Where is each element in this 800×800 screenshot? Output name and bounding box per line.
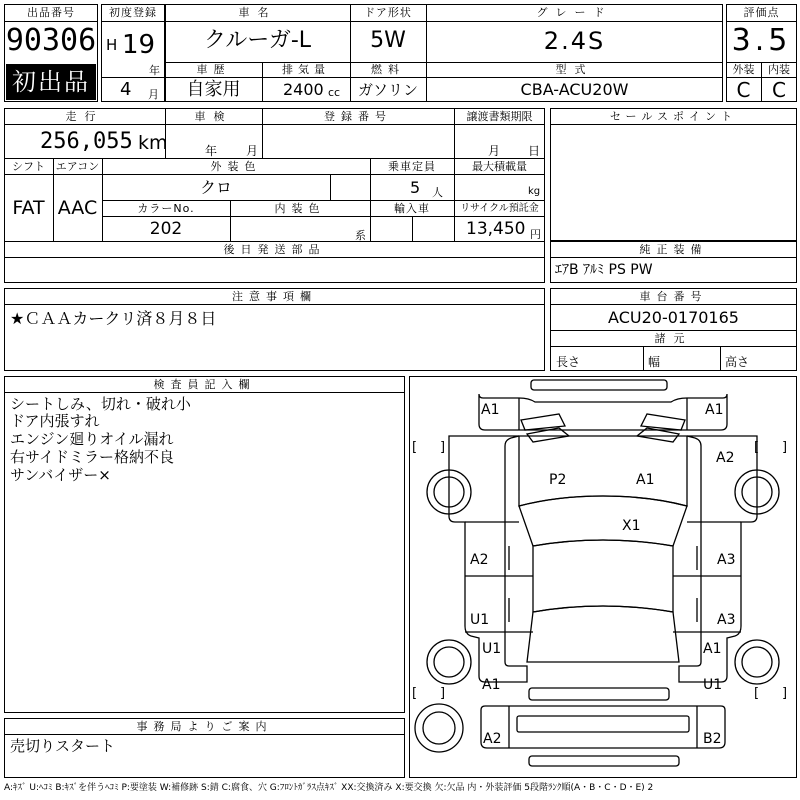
mark-front-right: A1 — [705, 402, 724, 418]
chassis-label: 車台番号 — [639, 290, 708, 303]
mileage-unit: km — [138, 132, 168, 154]
interior-grade: C — [772, 78, 786, 102]
first-listing-badge — [6, 64, 96, 100]
displacement-label: 排気量 — [282, 63, 330, 76]
inspection-year-unit: 年 — [205, 144, 218, 158]
bracket-left-front: [ — [412, 440, 418, 455]
inspection-label: 車検 — [194, 110, 233, 123]
office-text: 売切りスタート — [10, 737, 116, 755]
month-unit: 月 — [148, 88, 159, 101]
int-color-unit: 系 — [355, 229, 366, 242]
door-type: 5W — [370, 28, 406, 53]
caution-text: ★ＣＡＡカークリ済８月８日 — [10, 309, 217, 328]
mark-roof: X1 — [622, 518, 641, 534]
bracket-right-front: [ — [754, 440, 760, 455]
grade: 2.4S — [543, 27, 606, 55]
rear-window-shape — [527, 606, 679, 662]
reg-month: 4 — [120, 80, 132, 100]
capacity-label: 乗車定員 — [388, 160, 436, 173]
model-label: 型式 — [555, 63, 594, 76]
import-label: 輸入車 — [394, 202, 430, 215]
mark-rear-left: A2 — [483, 731, 502, 747]
reg-year: 19 — [122, 30, 156, 60]
inspector-line: シートしみ、切れ・破れ小 — [10, 395, 191, 413]
genuine-label: 純正装備 — [639, 243, 708, 256]
era-letter: H — [106, 36, 118, 54]
max-load-label: 最大積載量 — [472, 160, 527, 173]
height-label: 高さ — [725, 355, 750, 369]
mark-rear-right: B2 — [703, 731, 722, 747]
max-load-unit: kg — [528, 186, 541, 197]
office-label: 事務局よりご案内 — [136, 720, 273, 733]
bracket-right-rear: [ — [754, 686, 760, 701]
history-label: 車歴 — [196, 63, 231, 76]
transfer-day-unit: 日 — [528, 144, 541, 158]
shift-type: FAT — [12, 197, 45, 219]
roof-shape — [533, 540, 673, 612]
transfer-month-unit: 月 — [488, 144, 501, 158]
bracket-left-front-close: ] — [440, 440, 446, 455]
chassis-number: ACU20-0170165 — [608, 308, 739, 327]
mark-left-rear-door: U1 — [470, 612, 490, 628]
car-diagram — [409, 376, 797, 778]
displacement: 2400 — [283, 80, 324, 99]
bracket-left-rear-close: ] — [440, 686, 446, 701]
legend-text: A:ｷｽﾞ U:ﾍｺﾐ B:ｷｽﾞを伴うﾍｺﾐ P:要塗装 W:補修跡 S:錆 C:腐食、穴 G:ﾌﾛﾝﾄｶﾞﾗｽ点ｷｽﾞ XX:交換済み X:要交換 欠:欠品 内・外装評価 5段階ﾗﾝｸ順(A・B・C・D・E) 2 — [4, 783, 654, 793]
dims-label: 諸元 — [654, 332, 693, 345]
width-label: 幅 — [648, 355, 661, 369]
fuel-label: 燃料 — [371, 63, 405, 76]
reg-no-label: 登録番号 — [324, 110, 392, 123]
model-code: CBA-ACU20W — [520, 80, 629, 99]
capacity-unit: 人 — [432, 186, 443, 199]
mark-right-rear-fender: A1 — [703, 641, 722, 657]
genuine-equipment: ｴｱB ｱﾙﾐ PS PW — [555, 262, 653, 278]
mark-right-rear-door: A3 — [717, 612, 736, 628]
car-name: クルーガ-L — [203, 28, 312, 53]
capacity: 5 — [410, 178, 421, 197]
bracket-right-front-close: ] — [782, 440, 788, 455]
overall-score: 3.5 — [731, 23, 792, 58]
ext-color: クロ — [199, 178, 232, 197]
inspector-line: エンジン廻りオイル漏れ — [10, 430, 174, 448]
inspection-month-unit: 月 — [246, 144, 259, 158]
mark-right-front-fender: A2 — [716, 450, 735, 466]
caution-label: 注意事項欄 — [232, 290, 317, 303]
recycle-fee: 13,450 — [466, 219, 526, 239]
inspector-line: 右サイドミラー格納不良 — [10, 448, 174, 466]
spare-wheel — [415, 704, 463, 752]
ac-label: エアコン — [55, 160, 100, 173]
shift-label: シフト — [12, 160, 45, 173]
int-color-label: 内装色 — [274, 202, 326, 215]
transfer-label: 譲渡書類期限 — [466, 110, 533, 123]
score-label: 評価点 — [743, 6, 780, 19]
mark-front-left: A1 — [481, 402, 500, 418]
year-unit: 年 — [149, 64, 160, 77]
inspector-line: サンバイザー× — [10, 466, 111, 484]
bracket-left-rear: [ — [412, 686, 418, 701]
listing-number: 90306 — [5, 23, 97, 58]
rear-bumper-shape — [529, 688, 669, 700]
recycle-label: リサイクル預託金 — [460, 203, 539, 214]
front-outline-shape — [479, 394, 727, 430]
car-name-label: 車名 — [238, 6, 277, 19]
bracket-right-rear-close: ] — [782, 686, 788, 701]
mark-left-rear-fender: U1 — [482, 641, 502, 657]
ac-type: AAC — [57, 197, 98, 219]
inspector-label: 検査員記入欄 — [153, 378, 256, 391]
grade-label: グレード — [536, 6, 613, 19]
length-label: 長さ — [556, 355, 581, 369]
interior-label: 内装 — [768, 63, 790, 76]
mark-right-front-door: A3 — [717, 552, 736, 568]
mark-left-front-door: A2 — [470, 552, 489, 568]
color-no-label: カラーNo. — [137, 202, 195, 215]
sales-points-box — [550, 108, 797, 241]
ext-color-label: 外装色 — [210, 160, 262, 173]
later-parts-label: 後日発送部品 — [223, 243, 326, 256]
first-reg-label: 初度登録 — [109, 6, 157, 19]
cabin-shape — [519, 496, 687, 546]
vehicle-history: 自家用 — [186, 79, 241, 100]
color-no: 202 — [149, 219, 183, 239]
mark-hood-right: A1 — [636, 472, 655, 488]
exterior-label: 外装 — [732, 63, 755, 76]
sales-points-label: セールスポイント — [609, 110, 737, 123]
door-label: ドア形状 — [364, 6, 412, 19]
front-bumper-shape — [531, 380, 667, 390]
inspector-line: ドア内張すれ — [10, 412, 100, 430]
fuel: ガソリン — [357, 81, 418, 99]
exterior-grade: C — [736, 78, 751, 102]
mileage: 256,055 — [40, 129, 133, 154]
recycle-unit: 円 — [530, 228, 541, 241]
mark-left-rear-quarter: A1 — [482, 677, 501, 693]
mark-right-rear-quarter: U1 — [703, 677, 723, 693]
first-listing-text: 初出品 — [12, 68, 90, 96]
listing-no-label: 出品番号 — [27, 6, 75, 19]
mileage-label: 走行 — [65, 110, 104, 123]
displacement-unit: cc — [328, 86, 341, 99]
mark-hood-left: P2 — [549, 472, 567, 488]
